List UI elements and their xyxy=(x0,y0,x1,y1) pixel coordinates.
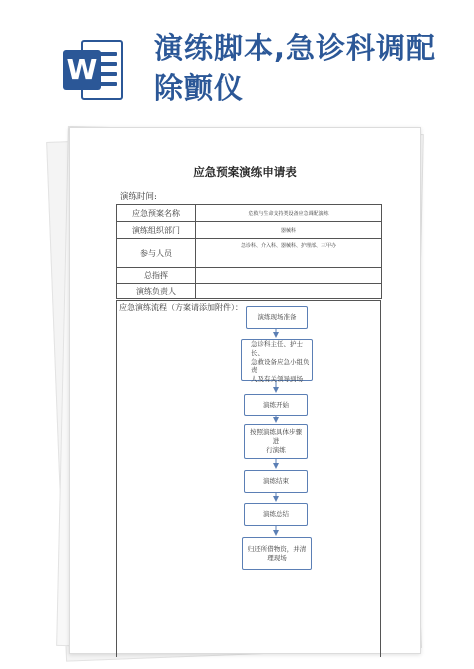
document-line-shape xyxy=(99,52,117,56)
process-label: 应急演练流程（方案请添加附件）： xyxy=(119,303,243,312)
document-line-shape xyxy=(99,62,117,66)
flow-step xyxy=(244,424,308,459)
document-title: 演练脚本,急诊科调配除颤仪 xyxy=(154,31,437,105)
row-value-participants: 急诊科、介入科、器械科、护理部、三甲办 xyxy=(196,239,382,268)
flow-step-text: 演练结束 xyxy=(263,477,289,486)
flow-step-text: 演练开始 xyxy=(263,400,289,409)
document-line-shape xyxy=(99,72,117,76)
flow-step xyxy=(244,470,308,493)
flow-step xyxy=(242,537,312,570)
flow-step-text: 行演练 xyxy=(266,445,286,454)
flow-step-text: 人及有关领导到场 xyxy=(251,375,303,384)
form-title: 应急预案演练申请表 xyxy=(193,165,297,179)
row-label-commander: 总指挥 xyxy=(117,268,196,284)
row-label-leader: 演练负责人 xyxy=(117,284,196,299)
flow-step xyxy=(246,306,308,329)
word-document-icon xyxy=(63,36,125,104)
document-preview-page[interactable] xyxy=(69,127,421,654)
word-letter-badge: W xyxy=(63,50,101,90)
row-value-plan-name: 危救与生命支持类设备应急调配演练 xyxy=(196,205,382,222)
flow-step-text: 急诊科主任、护士长、 xyxy=(251,340,303,357)
drill-time-label: 演练时间: xyxy=(120,192,157,202)
row-value-organizer: 器械科 xyxy=(196,222,382,239)
row-label-plan-name: 应急预案名称 xyxy=(117,205,196,222)
flow-step-text: 演练总结 xyxy=(263,510,289,519)
flow-step-text: 归还所借物资，并清 xyxy=(247,544,307,553)
flow-step-text: 理现场 xyxy=(267,553,287,562)
flow-step-text: 按照演练具体步骤进 xyxy=(250,428,302,446)
row-label-participants: 参与人员 xyxy=(117,239,196,268)
row-label-organizer: 演练组织部门 xyxy=(117,222,196,239)
flow-step xyxy=(241,339,313,384)
flow-step xyxy=(244,394,308,416)
document-line-shape xyxy=(99,82,117,86)
flow-step xyxy=(244,503,308,526)
flow-step-text: 急救设备应急小组负责 xyxy=(251,357,310,375)
flow-step-text: 演练现场准备 xyxy=(257,313,297,322)
flowchart-arrows xyxy=(70,128,422,655)
